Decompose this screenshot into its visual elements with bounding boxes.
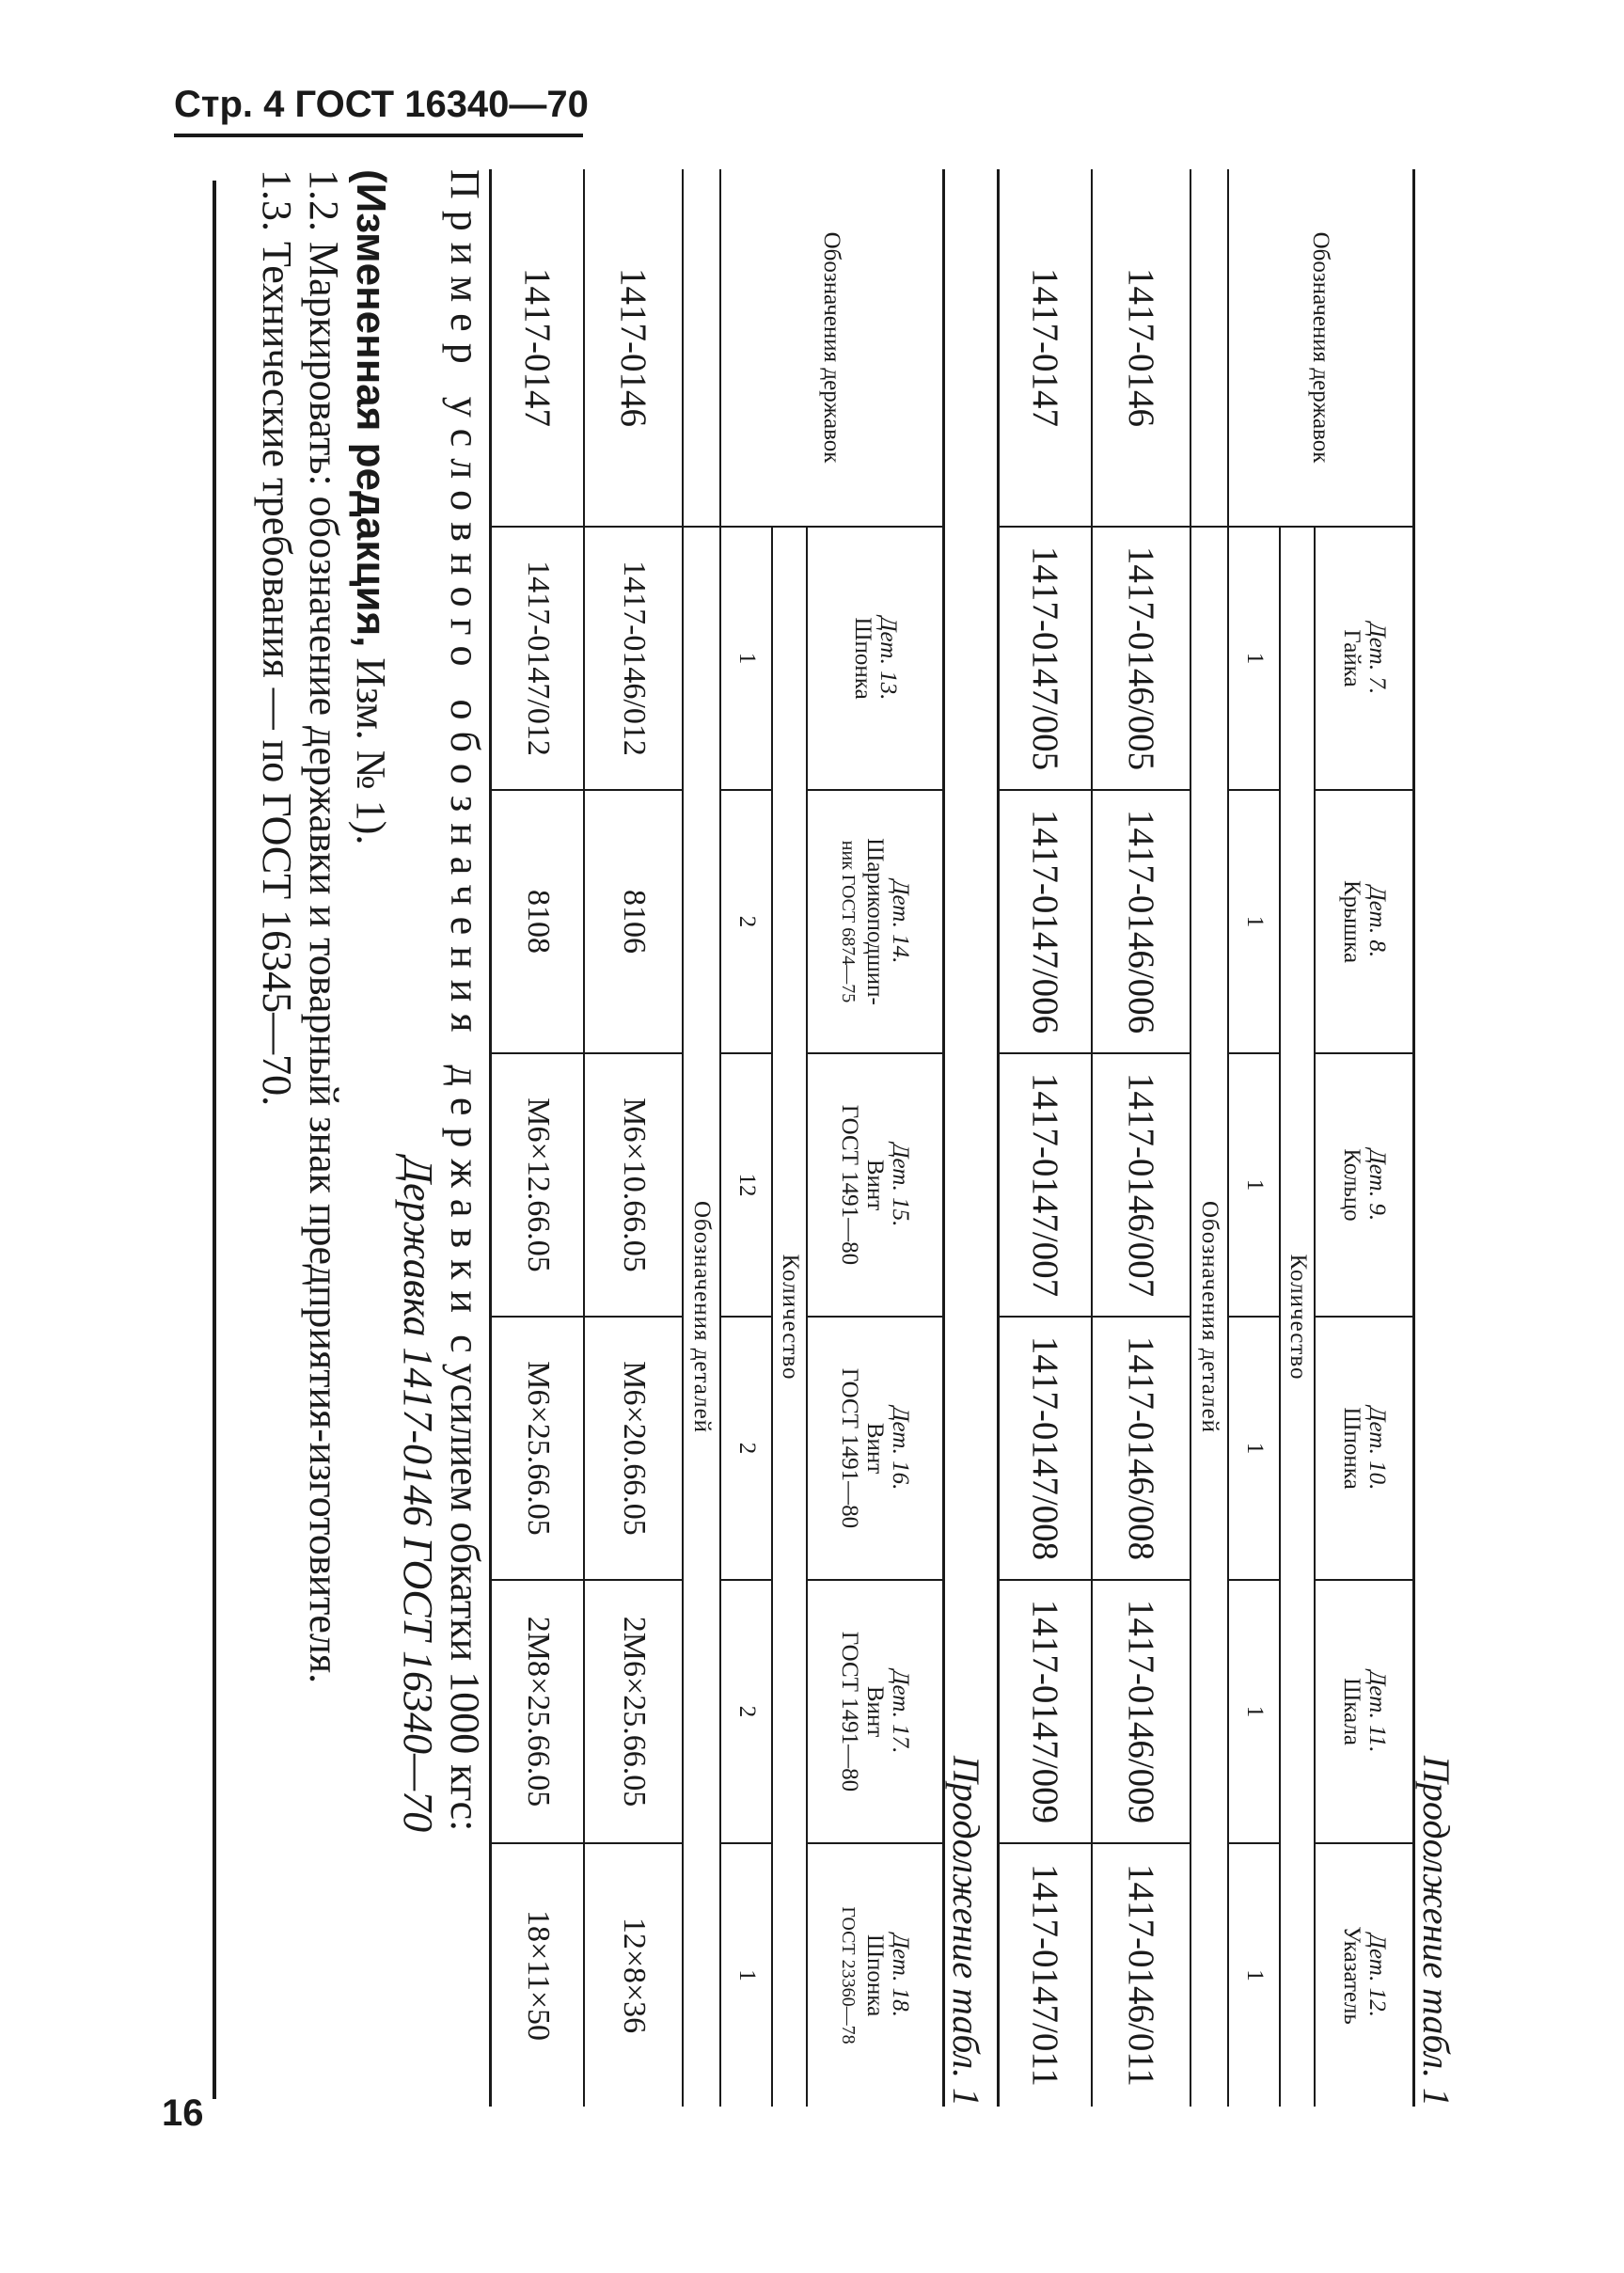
table-row [585, 169, 684, 2107]
example-designation: Державка 1417-0146 ГОСТ 16340—70 [395, 1157, 441, 1833]
page-header: Стр. 4 ГОСТ 16340—70 [174, 75, 583, 137]
table-1-qty-cell: 1 [1229, 1843, 1281, 2107]
table-2-cell: М6×10.66.05 [585, 1053, 684, 1317]
table-2-qty-cell: 1 [721, 527, 773, 790]
table-2-row-name: 1417-0146 [585, 169, 684, 527]
table-1-col-header: Дет. 12. Указатель [1316, 1843, 1414, 2107]
item-1-2: 1.2. Маркировать: обозначение державки и товарный знак предприятия-изготовителя. [301, 169, 347, 1684]
table-2-col-header: Дет. 15. Винт ГОСТ 1491—80 [808, 1053, 944, 1317]
table-2-cell: 2М8×25.66.05 [491, 1580, 585, 1843]
table-2-cell: 8106 [585, 790, 684, 1053]
table-2-cell: 1417-0146/012 [585, 527, 684, 790]
table-2-first-col-header: Обозначения державок [721, 169, 944, 527]
table-1-col-header: Дет. 11. Шкала [1316, 1580, 1414, 1843]
table-1-col-header: Дет. 7. Гайка [1316, 527, 1414, 790]
table-2-qty-cell: 2 [721, 1580, 773, 1843]
table-2-cell: М6×20.66.05 [585, 1317, 684, 1580]
table-1-qty-cell: 1 [1229, 1580, 1281, 1843]
table-2-designations-label: Обозначения деталей [684, 527, 721, 2107]
table-2-cell: 2М6×25.66.05 [585, 1580, 684, 1843]
table-1-col-header: Дет. 8. Крышка [1316, 790, 1414, 1053]
table-2-col-header: Дет. 17. Винт ГОСТ 1491—80 [808, 1580, 944, 1843]
rotated-content [188, 169, 1458, 2107]
table-1-cell: 1417-0146/007 [1093, 1053, 1191, 1317]
table-1-cell: 1417-0146/005 [1093, 527, 1191, 790]
change-note-bold: (Измененная редакция, [348, 169, 394, 648]
table-1-qty-cell: 1 [1229, 527, 1281, 790]
table-row [1093, 169, 1191, 2107]
table-2-cell: 8108 [491, 790, 585, 1053]
table-1-designations-label: Обозначения деталей [1191, 527, 1229, 2107]
example-heading: Пример условного обозначения державки [442, 169, 488, 1325]
table-row [999, 169, 1093, 2107]
table-1-col-header: Дет. 10. Шпонка [1316, 1317, 1414, 1580]
table-1-cell: 1417-0146/006 [1093, 790, 1191, 1053]
table-1-continuation-label: Продолжение табл. 1 [1415, 1755, 1458, 2107]
table-2-qty-cell: 2 [721, 1317, 773, 1580]
table-1-cell: 1417-0146/008 [1093, 1317, 1191, 1580]
table-1-row-name: 1417-0146 [1093, 169, 1191, 527]
table-2-cell: 1417-0147/012 [491, 527, 585, 790]
table-1-row-name: 1417-0147 [999, 169, 1093, 527]
table-2-col-header: Дет. 16. Винт ГОСТ 1491—80 [808, 1317, 944, 1580]
change-note [346, 169, 395, 2107]
item-1-3: 1.3. Технические требования — по ГОСТ 16345—70. [254, 169, 300, 1107]
page-number: 16 [162, 2092, 204, 2134]
example-tail: с усилием обкатки 1000 кгс: [442, 1324, 488, 1832]
table-1-cell: 1417-0147/006 [999, 790, 1093, 1053]
table-2-col-header: Дет. 18. Шпонка ГОСТ 23360—78 [808, 1843, 944, 2107]
table-1-qty-cell: 1 [1229, 790, 1281, 1053]
change-note-rest: Изм. № 1). [348, 647, 394, 845]
table-1-cell: 1417-0147/005 [999, 527, 1093, 790]
table-2-qty-cell: 12 [721, 1053, 773, 1317]
table-1-col-header: Дет. 9. Кольцо [1316, 1053, 1414, 1317]
table-2-qty-cell: 2 [721, 790, 773, 1053]
table-1-cell: 1417-0147/008 [999, 1317, 1093, 1580]
table-2-qty-cell: 1 [721, 1843, 773, 2107]
table-1-qty-cell: 1 [1229, 1317, 1281, 1580]
table-1-first-col-header: Обозначения державок [1229, 169, 1414, 527]
table-row [491, 169, 585, 2107]
table-1-cell: 1417-0146/011 [1093, 1843, 1191, 2107]
table-1-cell: 1417-0146/009 [1093, 1580, 1191, 1843]
table-2-cell: М6×25.66.05 [491, 1317, 585, 1580]
table-2-row-name: 1417-0147 [491, 169, 585, 527]
table-2-cell: М6×12.66.05 [491, 1053, 585, 1317]
table-2-col-header: Дет. 14. Шарикоподшип- ник ГОСТ 6874—75 [808, 790, 944, 1053]
example-line [440, 169, 489, 2107]
table-1-cell: 1417-0147/011 [999, 1843, 1093, 2107]
table-1-cell: 1417-0147/009 [999, 1580, 1093, 1843]
table-1-qty-cell: 1 [1229, 1053, 1281, 1317]
parts-table-2 [489, 169, 945, 2107]
table-1-cell: 1417-0147/007 [999, 1053, 1093, 1317]
table-2-cell: 18×11×50 [491, 1843, 585, 2107]
parts-table-1 [997, 169, 1415, 2107]
table-2-cell: 12×8×36 [585, 1843, 684, 2107]
table-2-qty-label: Количество [773, 527, 808, 2107]
table-2-col-header: Дет. 13. Шпонка [808, 527, 944, 790]
table-2-continuation-label: Продолжение табл. 1 [945, 1755, 987, 2107]
table-1-qty-label: Количество [1281, 527, 1316, 2107]
